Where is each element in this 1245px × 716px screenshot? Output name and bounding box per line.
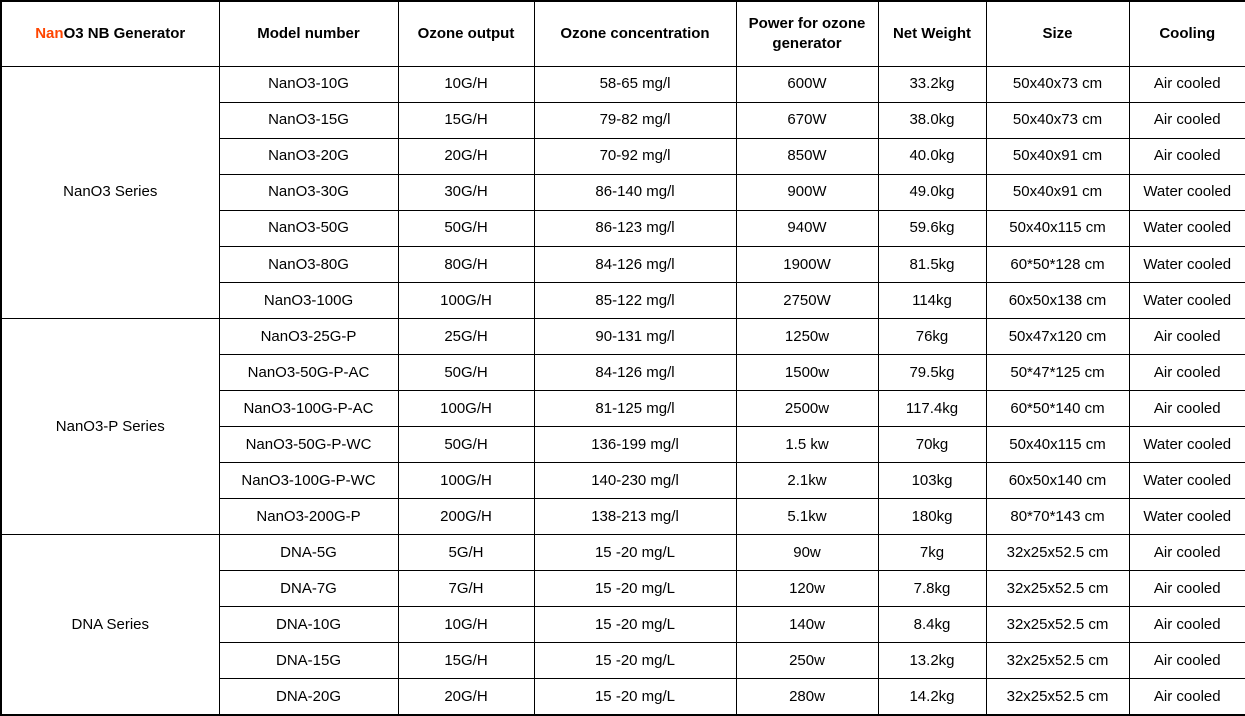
output-cell: 100G/H xyxy=(398,463,534,499)
concentration-cell: 136-199 mg/l xyxy=(534,426,736,462)
output-cell: 5G/H xyxy=(398,535,534,571)
weight-cell: 117.4kg xyxy=(878,390,986,426)
model-cell: NanO3-50G-P-WC xyxy=(219,426,398,462)
power-cell: 940W xyxy=(736,210,878,246)
power-cell: 670W xyxy=(736,102,878,138)
size-cell: 50*47*125 cm xyxy=(986,354,1129,390)
series-label-nano3: NanO3 Series xyxy=(1,66,219,318)
power-cell: 90w xyxy=(736,535,878,571)
output-cell: 15G/H xyxy=(398,102,534,138)
power-cell: 850W xyxy=(736,138,878,174)
concentration-cell: 90-131 mg/l xyxy=(534,318,736,354)
power-cell: 5.1kw xyxy=(736,499,878,535)
power-cell: 280w xyxy=(736,679,878,715)
model-cell: NanO3-25G-P xyxy=(219,318,398,354)
weight-cell: 33.2kg xyxy=(878,66,986,102)
output-cell: 20G/H xyxy=(398,138,534,174)
concentration-cell: 86-140 mg/l xyxy=(534,174,736,210)
output-cell: 50G/H xyxy=(398,426,534,462)
concentration-cell: 79-82 mg/l xyxy=(534,102,736,138)
size-cell: 32x25x52.5 cm xyxy=(986,607,1129,643)
table-row xyxy=(1,318,1245,354)
size-cell: 50x40x91 cm xyxy=(986,138,1129,174)
table-row xyxy=(1,535,1245,571)
weight-cell: 7.8kg xyxy=(878,571,986,607)
col-header-net-weight: Net Weight xyxy=(878,1,986,66)
concentration-cell: 140-230 mg/l xyxy=(534,463,736,499)
output-cell: 30G/H xyxy=(398,174,534,210)
cooling-cell: Water cooled xyxy=(1129,463,1245,499)
concentration-cell: 15 -20 mg/L xyxy=(534,679,736,715)
weight-cell: 38.0kg xyxy=(878,102,986,138)
power-cell: 600W xyxy=(736,66,878,102)
model-cell: NanO3-30G xyxy=(219,174,398,210)
model-cell: NanO3-100G-P-WC xyxy=(219,463,398,499)
brand-rest-text: O3 NB Generator xyxy=(63,25,186,42)
concentration-cell: 84-126 mg/l xyxy=(534,354,736,390)
size-cell: 32x25x52.5 cm xyxy=(986,571,1129,607)
size-cell: 32x25x52.5 cm xyxy=(986,679,1129,715)
output-cell: 15G/H xyxy=(398,643,534,679)
output-cell: 20G/H xyxy=(398,679,534,715)
concentration-cell: 58-65 mg/l xyxy=(534,66,736,102)
output-cell: 10G/H xyxy=(398,607,534,643)
weight-cell: 114kg xyxy=(878,282,986,318)
cooling-cell: Air cooled xyxy=(1129,535,1245,571)
model-cell: NanO3-80G xyxy=(219,246,398,282)
cooling-cell: Air cooled xyxy=(1129,390,1245,426)
weight-cell: 79.5kg xyxy=(878,354,986,390)
series-label-dna: DNA Series xyxy=(1,535,219,715)
model-cell: NanO3-100G xyxy=(219,282,398,318)
weight-cell: 81.5kg xyxy=(878,246,986,282)
weight-cell: 49.0kg xyxy=(878,174,986,210)
cooling-cell: Water cooled xyxy=(1129,282,1245,318)
size-cell: 80*70*143 cm xyxy=(986,499,1129,535)
concentration-cell: 81-125 mg/l xyxy=(534,390,736,426)
size-cell: 60*50*128 cm xyxy=(986,246,1129,282)
size-cell: 50x40x91 cm xyxy=(986,174,1129,210)
col-header-size: Size xyxy=(986,1,1129,66)
header-row xyxy=(1,1,1245,66)
model-cell: DNA-15G xyxy=(219,643,398,679)
model-cell: DNA-7G xyxy=(219,571,398,607)
power-cell: 2500w xyxy=(736,390,878,426)
power-cell: 2750W xyxy=(736,282,878,318)
output-cell: 80G/H xyxy=(398,246,534,282)
table-row xyxy=(1,66,1245,102)
concentration-cell: 15 -20 mg/L xyxy=(534,643,736,679)
concentration-cell: 15 -20 mg/L xyxy=(534,607,736,643)
power-cell: 120w xyxy=(736,571,878,607)
output-cell: 10G/H xyxy=(398,66,534,102)
model-cell: NanO3-100G-P-AC xyxy=(219,390,398,426)
weight-cell: 13.2kg xyxy=(878,643,986,679)
size-cell: 50x47x120 cm xyxy=(986,318,1129,354)
model-cell: NanO3-20G xyxy=(219,138,398,174)
model-cell: DNA-10G xyxy=(219,607,398,643)
col-header-cooling: Cooling xyxy=(1129,1,1245,66)
concentration-cell: 15 -20 mg/L xyxy=(534,535,736,571)
brand-accent-text: Nan xyxy=(35,25,64,42)
concentration-cell: 86-123 mg/l xyxy=(534,210,736,246)
power-cell: 1250w xyxy=(736,318,878,354)
cooling-cell: Water cooled xyxy=(1129,499,1245,535)
size-cell: 50x40x115 cm xyxy=(986,210,1129,246)
cooling-cell: Air cooled xyxy=(1129,679,1245,715)
size-cell: 32x25x52.5 cm xyxy=(986,643,1129,679)
cooling-cell: Air cooled xyxy=(1129,354,1245,390)
series-label-nano3-p: NanO3-P Series xyxy=(1,318,219,534)
power-cell: 1.5 kw xyxy=(736,426,878,462)
size-cell: 50x40x115 cm xyxy=(986,426,1129,462)
model-cell: NanO3-15G xyxy=(219,102,398,138)
col-header-model-number: Model number xyxy=(219,1,398,66)
size-cell: 32x25x52.5 cm xyxy=(986,535,1129,571)
model-cell: NanO3-200G-P xyxy=(219,499,398,535)
col-header-ozone-output: Ozone output xyxy=(398,1,534,66)
col-header-ozone-concentration: Ozone concentration xyxy=(534,1,736,66)
cooling-cell: Air cooled xyxy=(1129,571,1245,607)
table-header xyxy=(1,1,1245,66)
concentration-cell: 70-92 mg/l xyxy=(534,138,736,174)
cooling-cell: Air cooled xyxy=(1129,318,1245,354)
cooling-cell: Water cooled xyxy=(1129,174,1245,210)
concentration-cell: 84-126 mg/l xyxy=(534,246,736,282)
concentration-cell: 85-122 mg/l xyxy=(534,282,736,318)
power-cell: 2.1kw xyxy=(736,463,878,499)
power-cell: 1900W xyxy=(736,246,878,282)
weight-cell: 180kg xyxy=(878,499,986,535)
size-cell: 60x50x140 cm xyxy=(986,463,1129,499)
model-cell: DNA-5G xyxy=(219,535,398,571)
table-body xyxy=(1,66,1245,715)
weight-cell: 40.0kg xyxy=(878,138,986,174)
cooling-cell: Air cooled xyxy=(1129,138,1245,174)
concentration-cell: 138-213 mg/l xyxy=(534,499,736,535)
power-cell: 1500w xyxy=(736,354,878,390)
power-cell: 140w xyxy=(736,607,878,643)
model-cell: DNA-20G xyxy=(219,679,398,715)
output-cell: 50G/H xyxy=(398,354,534,390)
col-header-power: Power for ozone generator xyxy=(736,1,878,66)
output-cell: 25G/H xyxy=(398,318,534,354)
size-cell: 50x40x73 cm xyxy=(986,66,1129,102)
cooling-cell: Water cooled xyxy=(1129,426,1245,462)
output-cell: 200G/H xyxy=(398,499,534,535)
size-cell: 60x50x138 cm xyxy=(986,282,1129,318)
weight-cell: 14.2kg xyxy=(878,679,986,715)
size-cell: 60*50*140 cm xyxy=(986,390,1129,426)
col-header-generator xyxy=(1,1,219,66)
weight-cell: 76kg xyxy=(878,318,986,354)
output-cell: 7G/H xyxy=(398,571,534,607)
cooling-cell: Air cooled xyxy=(1129,607,1245,643)
cooling-cell: Air cooled xyxy=(1129,643,1245,679)
cooling-cell: Air cooled xyxy=(1129,102,1245,138)
size-cell: 50x40x73 cm xyxy=(986,102,1129,138)
weight-cell: 8.4kg xyxy=(878,607,986,643)
power-cell: 250w xyxy=(736,643,878,679)
model-cell: NanO3-50G-P-AC xyxy=(219,354,398,390)
output-cell: 100G/H xyxy=(398,390,534,426)
weight-cell: 70kg xyxy=(878,426,986,462)
output-cell: 100G/H xyxy=(398,282,534,318)
model-cell: NanO3-50G xyxy=(219,210,398,246)
cooling-cell: Air cooled xyxy=(1129,66,1245,102)
weight-cell: 7kg xyxy=(878,535,986,571)
power-cell: 900W xyxy=(736,174,878,210)
weight-cell: 103kg xyxy=(878,463,986,499)
cooling-cell: Water cooled xyxy=(1129,210,1245,246)
cooling-cell: Water cooled xyxy=(1129,246,1245,282)
concentration-cell: 15 -20 mg/L xyxy=(534,571,736,607)
model-cell: NanO3-10G xyxy=(219,66,398,102)
weight-cell: 59.6kg xyxy=(878,210,986,246)
output-cell: 50G/H xyxy=(398,210,534,246)
